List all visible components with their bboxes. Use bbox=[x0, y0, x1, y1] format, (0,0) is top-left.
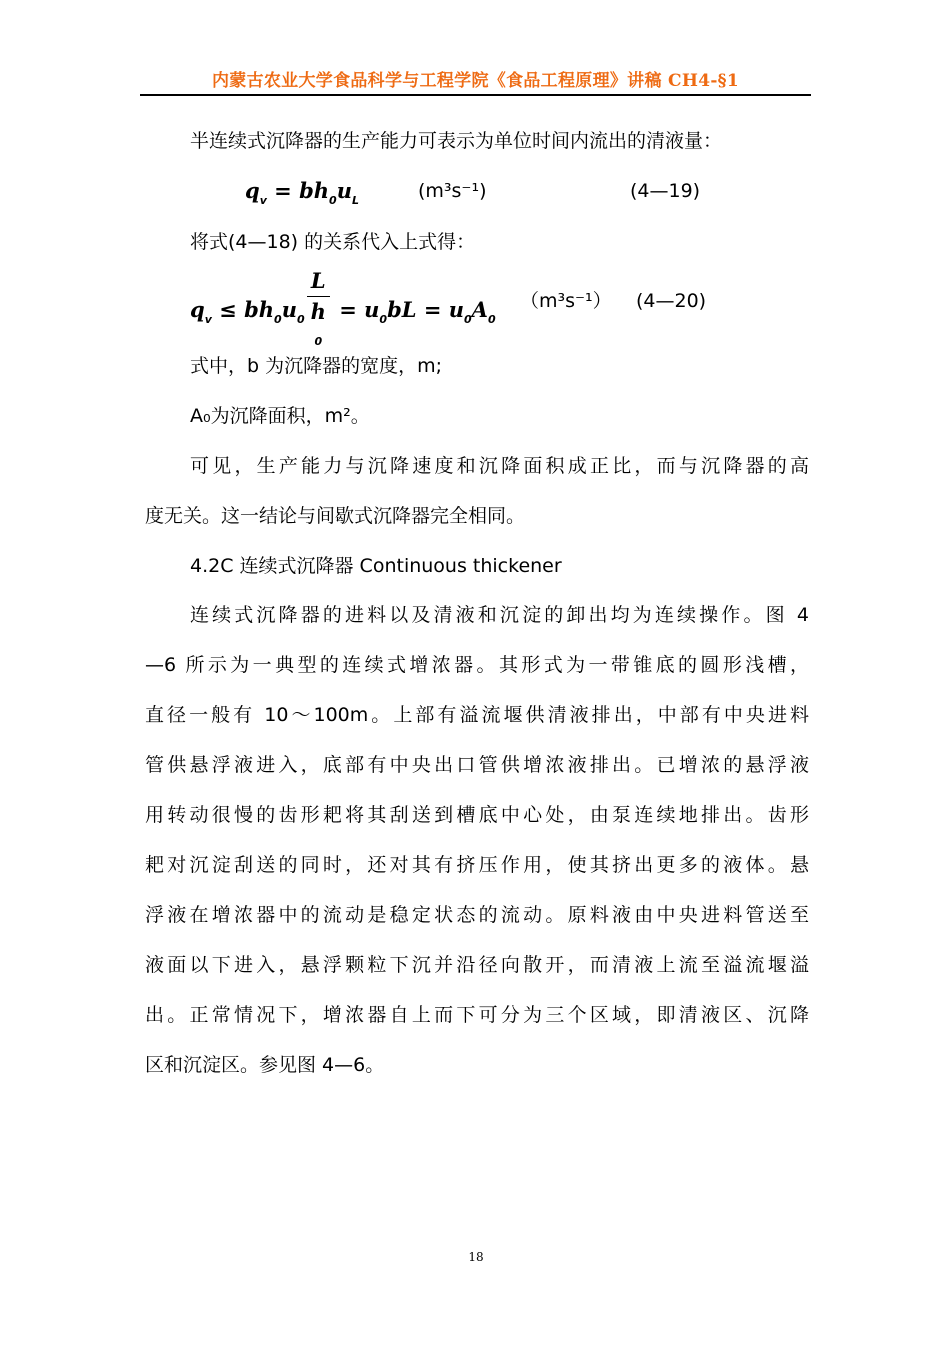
eq20-eq1: = bbox=[331, 297, 365, 322]
eq20-rel: ≤ bbox=[211, 297, 245, 322]
body-line: 连续式沉降器的进料以及清液和沉淀的卸出均为连续操作。图 4 bbox=[190, 604, 809, 626]
eq20-fraction bbox=[307, 266, 330, 357]
conclusion-line: 度无关。这一结论与间歇式沉降器完全相同。 bbox=[145, 505, 526, 527]
eq20-t2-sub: 0 bbox=[296, 313, 305, 326]
eq20-t1: bh bbox=[244, 297, 275, 322]
eq20-t4: u bbox=[448, 297, 465, 322]
equation-4-19 bbox=[245, 176, 359, 216]
eq20-t5: A bbox=[471, 297, 488, 322]
body-line: 液面以下进入，悬浮颗粒下沉并沿径向散开，而清液上流至溢流堰溢 bbox=[145, 954, 809, 976]
equation-4-20 bbox=[190, 266, 496, 357]
body-line: 耙对沉淀刮送的同时，还对其有挤压作用，使其挤出更多的液体。悬 bbox=[145, 854, 809, 876]
eq20-frac-den-sub: 0 bbox=[314, 335, 323, 348]
eq19-rhs2: u bbox=[336, 178, 352, 203]
eq20-frac-den: h bbox=[310, 299, 326, 324]
body-line: 管供悬浮液进入，底部有中央出口管供增浓液排出。已增浓的悬浮液 bbox=[145, 754, 809, 776]
conclusion-line: 可见，生产能力与沉降速度和沉降面积成正比，而与沉降器的高 bbox=[190, 455, 809, 477]
eq19-lhs: q bbox=[245, 178, 260, 203]
eq19-number: (4—19) bbox=[630, 180, 701, 202]
eq19-lhs-sub: v bbox=[259, 194, 267, 207]
eq20-lhs-sub: v bbox=[204, 313, 212, 326]
body-line: 用转动很慢的齿形耙将其刮送到槽底中心处，由泵连续地排出。齿形 bbox=[145, 804, 809, 826]
eq20-eq2: = bbox=[416, 297, 449, 322]
eq20-t4-sub: 0 bbox=[464, 313, 472, 326]
body-line: 直径一般有 10～100m。上部有溢流堰供清液排出，中部有中央进料 bbox=[145, 704, 809, 726]
body-line: 出。正常情况下，增浓器自上而下可分为三个区域，即清液区、沉降 bbox=[145, 1004, 809, 1026]
where-b-text: 式中，b 为沉降器的宽度，m; bbox=[190, 355, 443, 377]
eq20-t5-sub: 0 bbox=[487, 313, 496, 326]
section-heading: 4.2C 连续式沉降器 Continuous thickener bbox=[190, 555, 562, 577]
eq20-unit: （m³s⁻¹） bbox=[520, 290, 612, 312]
eq20-number: (4—20) bbox=[636, 290, 707, 312]
eq19-rhs-sub2: L bbox=[351, 194, 359, 207]
eq20-t3: u bbox=[364, 297, 380, 322]
body-line: 浮液在增浓器中的流动是稳定状态的流动。原料液由中央进料管送至 bbox=[145, 904, 809, 926]
where-a-text: A₀为沉降面积，m²。 bbox=[190, 405, 370, 427]
eq20-t1-sub: 0 bbox=[274, 313, 282, 326]
eq20-t2: u bbox=[281, 297, 297, 322]
eq19-rhs-sub1: 0 bbox=[329, 194, 337, 207]
eq20-t3b: bL bbox=[387, 297, 417, 322]
eq19-rhs: bh bbox=[299, 178, 330, 203]
eq20-t3-sub: 0 bbox=[379, 313, 388, 326]
page-header: 内蒙古农业大学食品科学与工程学院《食品工程原理》讲稿 CH4-§1 bbox=[211, 71, 739, 91]
substitution-text: 将式(4—18) 的关系代入上式得： bbox=[190, 231, 476, 253]
header-divider bbox=[140, 94, 811, 96]
page-number: 18 bbox=[468, 1250, 484, 1264]
eq20-frac-num: L bbox=[307, 266, 330, 297]
eq19-unit: (m³s⁻¹) bbox=[418, 180, 487, 202]
intro-text: 半连续式沉降器的生产能力可表示为单位时间内流出的清液量： bbox=[190, 130, 723, 152]
eq20-lhs: q bbox=[190, 297, 205, 322]
body-line: 区和沉淀区。参见图 4—6。 bbox=[145, 1054, 385, 1076]
body-line: —6 所示为一典型的连续式增浓器。其形式为一带锥底的圆形浅槽， bbox=[145, 654, 809, 676]
eq19-equals: = bbox=[266, 178, 300, 203]
